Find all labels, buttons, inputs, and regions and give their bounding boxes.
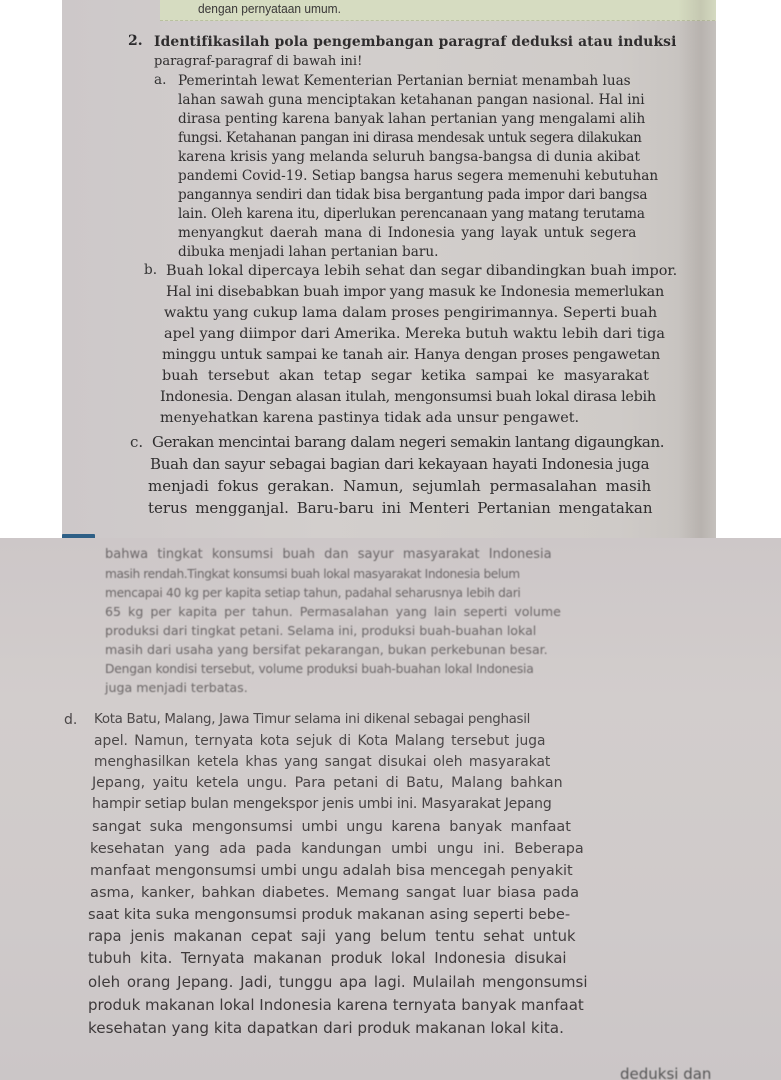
page-fold-shadow — [678, 0, 716, 538]
cut-off-next-line: deduksi dan — [620, 1065, 712, 1080]
summary-box — [160, 0, 716, 21]
item-c-label: c. — [130, 433, 144, 451]
bottom-page-photo: bahwa tingkat konsumsi buah dan sayur masyarakat Indonesia masih rendah.Tingkat konsumsi buah lokal masyarakat Indonesia belum mencapai 40 kg per kapita setiap tahun, padahal seharusnya lebih dari 65 kg per kapita per tahun. Permasalahan yang lain seperti volume produksi dari tingkat petani. Selama ini, produksi buah-buahan lokal masih dari usaha yang bersifat pekarangan, bukan perkebunan besar. Dengan kondisi tersebut, volume produksi buah-buahan lokal Indonesia juga menjadi terbatas. d. Kota Batu, Malang, Jawa Timur selama ini dikenal sebagai penghasil apel. Namun, ternyata kota sejuk di Kota Malang tersebut juga menghasilkan ketela khas yang sangat disukai oleh masyarakat Jepang, yaitu ketela ungu. Para petani di Batu, Malang bahkan hampir setiap bulan mengekspor jenis umbi ini. Masyarakat Jepang sangat suka mengonsumsi umbi ungu karena banyak manfaat kesehatan yang ada pada kandungan umbi ungu ini. Beberapa manfaat mengonsumsi umbi ungu adalah bisa mencegah penyakit asma, kanker, bahkan diabetes. Memang sangat luar biasa pada saat kita suka mengonsumsi produk makanan asing seperti bebe- rapa jenis makanan cepat saji yang belum tentu sehat untuk tubuh kita. Ternyata makanan produk lokal Indonesia disukai oleh orang Jepang. Jadi, tunggu apa lagi. Mulailah mengonsumsi produk makanan lokal Indonesia karena ternyata banyak manfaat kesehatan yang kita dapatkan dari produk makanan lokal kita. deduksi dan — [0, 538, 781, 1080]
question-line-1: Identifikasilah pola pengembangan paragraf deduksi atau induksi — [154, 34, 677, 50]
top-page-photo: dengan pernyataan umum. 2. Identifikasilah pola pengembangan paragraf deduksi atau induksi paragraf-paragraf di bawah ini! a. Pemerintah lewat Kementerian Pertanian berniat menambah luas lahan sawah guna menciptakan ketahanan pangan nasional. Hal ini dirasa penting karena banyak lahan pertanian yang mengalami alih fungsi. Ketahanan pangan ini dirasa mendesak untuk segera dilakukan karena krisis yang melanda seluruh bangsa-bangsa di dunia akibat pandemi Covid-19. Setiap bangsa harus segera memenuhi kebutuhan pangannya sendiri dan tidak bisa bergantung pada impor dari bangsa lain. Oleh karena itu, diperlukan perencanaan yang matang terutama menyangkut daerah mana di Indonesia yang layak untuk segera dibuka menjadi lahan pertanian baru. b. Buah lokal dipercaya lebih sehat dan segar dibandingkan buah impor. Hal ini disebabkan buah impor yang masuk ke Indonesia memerlukan waktu yang cukup lama dalam proses pengirimannya. Seperti buah apel yang diimpor dari Amerika. Mereka butuh waktu lebih dari tiga minggu untuk sampai ke tanah air. Hanya dengan proses pengawetan buah tersebut akan tetap segar ketika sampai ke masyarakat Indonesia. Dengan alasan itulah, mengonsumsi buah lokal dirasa lebih menyehatkan karena pastinya tidak ada unsur pengawet. c. Gerakan mencintai barang dalam negeri semakin lantang digaungkan. Buah dan sayur sebagai bagian dari kekayaan hayati Indonesia juga menjadi fokus gerakan. Namun, sejumlah permasalahan masih terus mengganjal. Baru-baru ini Menteri Pertanian mengatakan — [62, 0, 716, 538]
question-line-2: paragraf-paragraf di bawah ini! — [154, 54, 363, 69]
item-d-label: d. — [64, 712, 78, 728]
question-number: 2. — [128, 33, 143, 49]
item-a-label: a. — [154, 72, 167, 88]
item-b-label: b. — [144, 262, 158, 278]
summary-box-text: dengan pernyataan umum. — [198, 1, 341, 16]
